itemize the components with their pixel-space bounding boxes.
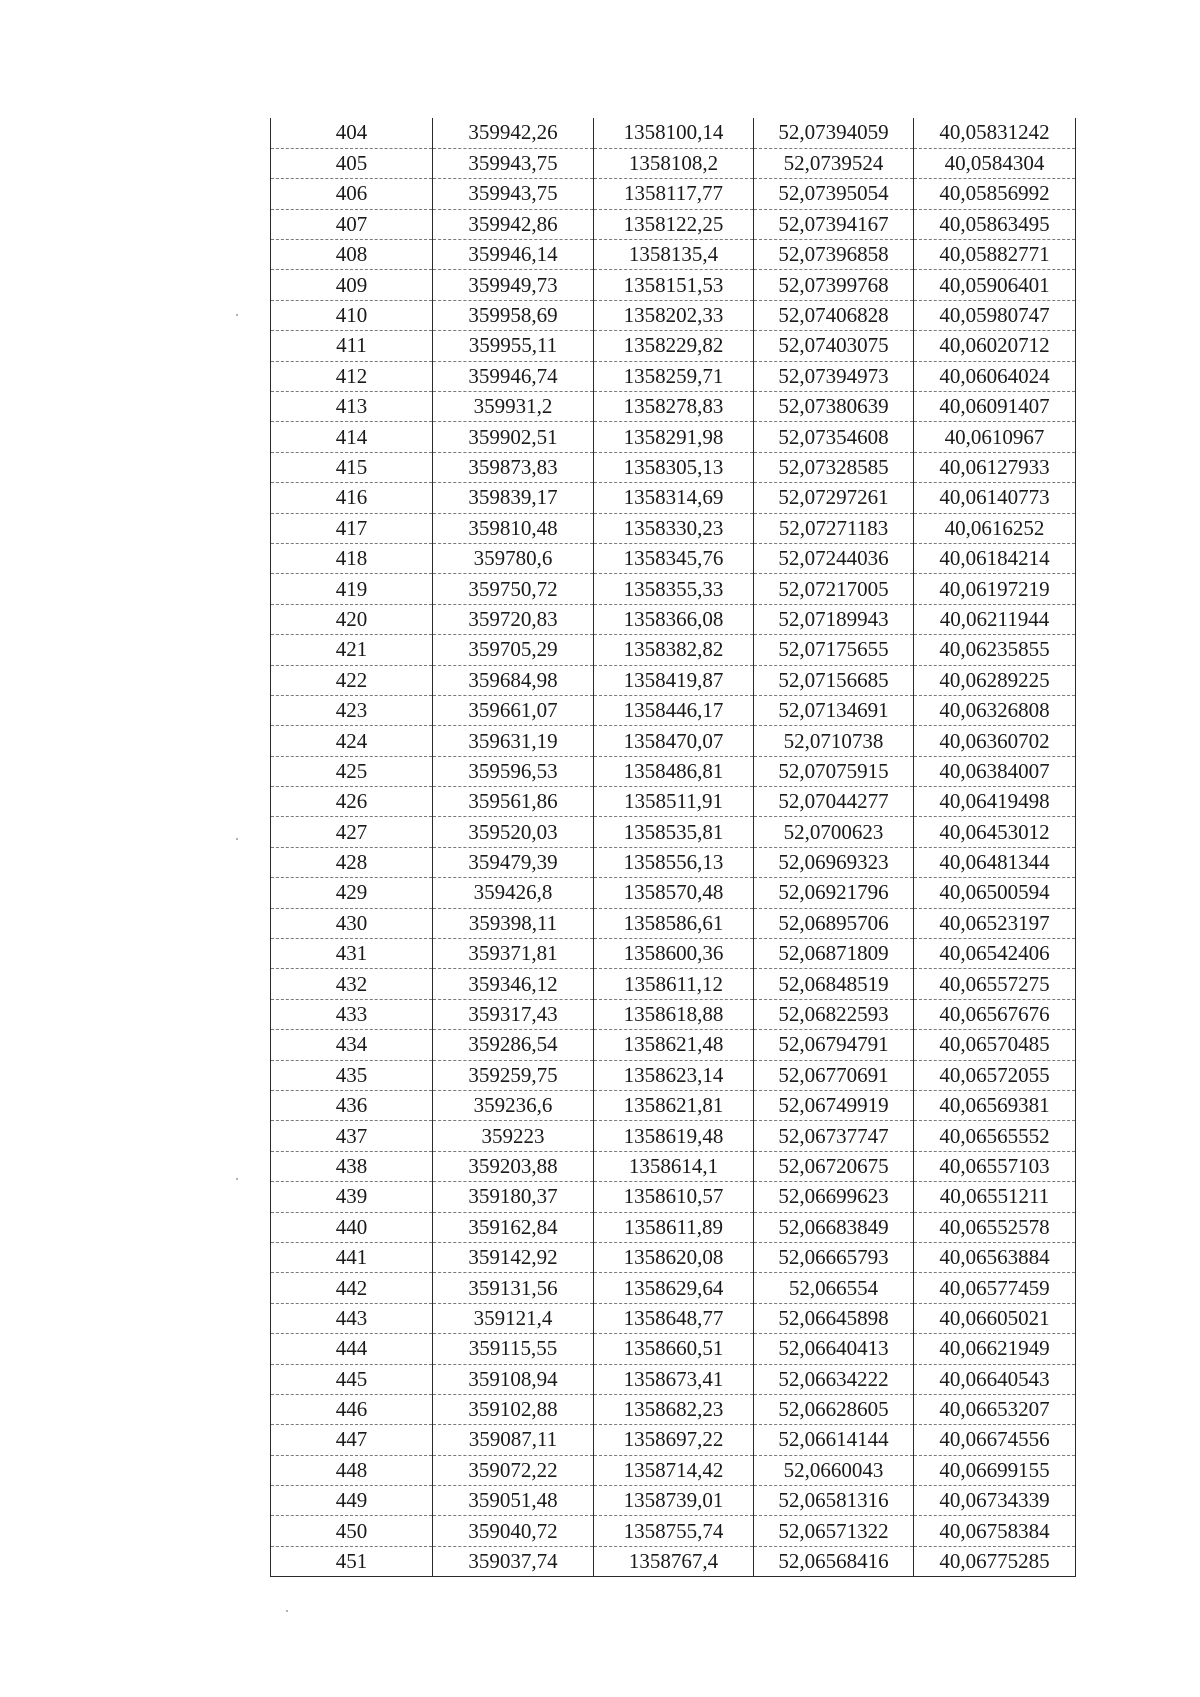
table-row <box>271 635 1076 665</box>
y-coordinate-cell: 1358610,57 <box>594 1182 754 1212</box>
longitude-cell: 40,06570485 <box>914 1030 1076 1060</box>
x-coordinate-cell: 359087,11 <box>433 1425 594 1455</box>
table-row <box>271 118 1076 148</box>
point-number-cell: 451 <box>271 1546 433 1576</box>
point-number-cell: 432 <box>271 969 433 999</box>
point-number-cell: 427 <box>271 817 433 847</box>
latitude-cell: 52,06581316 <box>754 1486 914 1516</box>
latitude-cell: 52,066554 <box>754 1273 914 1303</box>
x-coordinate-cell: 359051,48 <box>433 1486 594 1516</box>
longitude-cell: 40,06621949 <box>914 1334 1076 1364</box>
x-coordinate-cell: 359561,86 <box>433 787 594 817</box>
point-number-cell: 435 <box>271 1060 433 1090</box>
point-number-cell: 450 <box>271 1516 433 1546</box>
y-coordinate-cell: 1358556,13 <box>594 847 754 877</box>
x-coordinate-cell: 359037,74 <box>433 1546 594 1576</box>
y-coordinate-cell: 1358446,17 <box>594 695 754 725</box>
latitude-cell: 52,07217005 <box>754 574 914 604</box>
table-row <box>271 1273 1076 1303</box>
point-number-cell: 411 <box>271 331 433 361</box>
point-number-cell: 418 <box>271 543 433 573</box>
table-row <box>271 969 1076 999</box>
x-coordinate-cell: 359426,8 <box>433 878 594 908</box>
longitude-cell: 40,06565552 <box>914 1121 1076 1151</box>
point-number-cell: 446 <box>271 1394 433 1424</box>
table-row <box>271 1212 1076 1242</box>
longitude-cell: 40,0616252 <box>914 513 1076 543</box>
longitude-cell: 40,06127933 <box>914 452 1076 482</box>
latitude-cell: 52,06848519 <box>754 969 914 999</box>
point-number-cell: 448 <box>271 1455 433 1485</box>
point-number-cell: 426 <box>271 787 433 817</box>
longitude-cell: 40,06542406 <box>914 939 1076 969</box>
longitude-cell: 40,06563884 <box>914 1242 1076 1272</box>
latitude-cell: 52,06645898 <box>754 1303 914 1333</box>
x-coordinate-cell: 359946,74 <box>433 361 594 391</box>
longitude-cell: 40,06567676 <box>914 999 1076 1029</box>
x-coordinate-cell: 359631,19 <box>433 726 594 756</box>
longitude-cell: 40,06699155 <box>914 1455 1076 1485</box>
table-row <box>271 179 1076 209</box>
longitude-cell: 40,06557103 <box>914 1151 1076 1181</box>
table-row <box>271 604 1076 634</box>
point-number-cell: 409 <box>271 270 433 300</box>
longitude-cell: 40,06640543 <box>914 1364 1076 1394</box>
latitude-cell: 52,07134691 <box>754 695 914 725</box>
longitude-cell: 40,06577459 <box>914 1273 1076 1303</box>
longitude-cell: 40,06384007 <box>914 756 1076 786</box>
y-coordinate-cell: 1358600,36 <box>594 939 754 969</box>
x-coordinate-cell: 359520,03 <box>433 817 594 847</box>
y-coordinate-cell: 1358511,91 <box>594 787 754 817</box>
longitude-cell: 40,06775285 <box>914 1546 1076 1576</box>
latitude-cell: 52,07394973 <box>754 361 914 391</box>
x-coordinate-cell: 359661,07 <box>433 695 594 725</box>
point-number-cell: 438 <box>271 1151 433 1181</box>
y-coordinate-cell: 1358535,81 <box>594 817 754 847</box>
point-number-cell: 421 <box>271 635 433 665</box>
point-number-cell: 437 <box>271 1121 433 1151</box>
y-coordinate-cell: 1358623,14 <box>594 1060 754 1090</box>
table-row <box>271 878 1076 908</box>
longitude-cell: 40,06674556 <box>914 1425 1076 1455</box>
longitude-cell: 40,06523197 <box>914 908 1076 938</box>
point-number-cell: 414 <box>271 422 433 452</box>
y-coordinate-cell: 1358382,82 <box>594 635 754 665</box>
point-number-cell: 444 <box>271 1334 433 1364</box>
table-row <box>271 1060 1076 1090</box>
table-row <box>271 300 1076 330</box>
latitude-cell: 52,06614144 <box>754 1425 914 1455</box>
point-number-cell: 406 <box>271 179 433 209</box>
y-coordinate-cell: 1358697,22 <box>594 1425 754 1455</box>
x-coordinate-cell: 359705,29 <box>433 635 594 665</box>
y-coordinate-cell: 1358614,1 <box>594 1151 754 1181</box>
table-row <box>271 1242 1076 1272</box>
table-row <box>271 1091 1076 1121</box>
latitude-cell: 52,06895706 <box>754 908 914 938</box>
point-number-cell: 419 <box>271 574 433 604</box>
x-coordinate-cell: 359259,75 <box>433 1060 594 1090</box>
latitude-cell: 52,07399768 <box>754 270 914 300</box>
table-row <box>271 1151 1076 1181</box>
x-coordinate-cell: 359873,83 <box>433 452 594 482</box>
latitude-cell: 52,07271183 <box>754 513 914 543</box>
point-number-cell: 417 <box>271 513 433 543</box>
table-row <box>271 331 1076 361</box>
longitude-cell: 40,06572055 <box>914 1060 1076 1090</box>
y-coordinate-cell: 1358419,87 <box>594 665 754 695</box>
y-coordinate-cell: 1358305,13 <box>594 452 754 482</box>
y-coordinate-cell: 1358629,64 <box>594 1273 754 1303</box>
latitude-cell: 52,06770691 <box>754 1060 914 1090</box>
y-coordinate-cell: 1358151,53 <box>594 270 754 300</box>
table-row <box>271 695 1076 725</box>
y-coordinate-cell: 1358682,23 <box>594 1394 754 1424</box>
longitude-cell: 40,06235855 <box>914 635 1076 665</box>
longitude-cell: 40,06500594 <box>914 878 1076 908</box>
x-coordinate-cell: 359942,86 <box>433 209 594 239</box>
latitude-cell: 52,06699623 <box>754 1182 914 1212</box>
table-row <box>271 452 1076 482</box>
coordinates-table-body <box>271 118 1076 1577</box>
point-number-cell: 449 <box>271 1486 433 1516</box>
table-row <box>271 817 1076 847</box>
y-coordinate-cell: 1358345,76 <box>594 543 754 573</box>
x-coordinate-cell: 359839,17 <box>433 483 594 513</box>
y-coordinate-cell: 1358714,42 <box>594 1455 754 1485</box>
x-coordinate-cell: 359958,69 <box>433 300 594 330</box>
longitude-cell: 40,06653207 <box>914 1394 1076 1424</box>
longitude-cell: 40,06605021 <box>914 1303 1076 1333</box>
y-coordinate-cell: 1358620,08 <box>594 1242 754 1272</box>
longitude-cell: 40,06184214 <box>914 543 1076 573</box>
point-number-cell: 443 <box>271 1303 433 1333</box>
x-coordinate-cell: 359943,75 <box>433 148 594 178</box>
table-row <box>271 270 1076 300</box>
latitude-cell: 52,07406828 <box>754 300 914 330</box>
y-coordinate-cell: 1358767,4 <box>594 1546 754 1576</box>
x-coordinate-cell: 359115,55 <box>433 1334 594 1364</box>
point-number-cell: 436 <box>271 1091 433 1121</box>
longitude-cell: 40,06091407 <box>914 392 1076 422</box>
latitude-cell: 52,06634222 <box>754 1364 914 1394</box>
longitude-cell: 40,06569381 <box>914 1091 1076 1121</box>
x-coordinate-cell: 359286,54 <box>433 1030 594 1060</box>
point-number-cell: 429 <box>271 878 433 908</box>
scan-speck <box>236 314 238 316</box>
y-coordinate-cell: 1358122,25 <box>594 209 754 239</box>
x-coordinate-cell: 359040,72 <box>433 1516 594 1546</box>
table-row <box>271 1425 1076 1455</box>
scan-speck <box>236 838 238 840</box>
x-coordinate-cell: 359946,14 <box>433 240 594 270</box>
point-number-cell: 423 <box>271 695 433 725</box>
point-number-cell: 442 <box>271 1273 433 1303</box>
latitude-cell: 52,07175655 <box>754 635 914 665</box>
point-number-cell: 413 <box>271 392 433 422</box>
y-coordinate-cell: 1358619,48 <box>594 1121 754 1151</box>
x-coordinate-cell: 359780,6 <box>433 543 594 573</box>
longitude-cell: 40,06557275 <box>914 969 1076 999</box>
longitude-cell: 40,05831242 <box>914 118 1076 148</box>
y-coordinate-cell: 1358135,4 <box>594 240 754 270</box>
latitude-cell: 52,06794791 <box>754 1030 914 1060</box>
table-row <box>271 999 1076 1029</box>
latitude-cell: 52,0700623 <box>754 817 914 847</box>
point-number-cell: 434 <box>271 1030 433 1060</box>
longitude-cell: 40,06419498 <box>914 787 1076 817</box>
latitude-cell: 52,06822593 <box>754 999 914 1029</box>
point-number-cell: 420 <box>271 604 433 634</box>
point-number-cell: 425 <box>271 756 433 786</box>
point-number-cell: 408 <box>271 240 433 270</box>
x-coordinate-cell: 359346,12 <box>433 969 594 999</box>
latitude-cell: 52,07328585 <box>754 452 914 482</box>
latitude-cell: 52,06921796 <box>754 878 914 908</box>
longitude-cell: 40,05882771 <box>914 240 1076 270</box>
x-coordinate-cell: 359931,2 <box>433 392 594 422</box>
point-number-cell: 412 <box>271 361 433 391</box>
longitude-cell: 40,06064024 <box>914 361 1076 391</box>
latitude-cell: 52,06568416 <box>754 1546 914 1576</box>
y-coordinate-cell: 1358366,08 <box>594 604 754 634</box>
x-coordinate-cell: 359121,4 <box>433 1303 594 1333</box>
point-number-cell: 433 <box>271 999 433 1029</box>
x-coordinate-cell: 359955,11 <box>433 331 594 361</box>
point-number-cell: 410 <box>271 300 433 330</box>
latitude-cell: 52,0739524 <box>754 148 914 178</box>
point-number-cell: 441 <box>271 1242 433 1272</box>
table-row <box>271 543 1076 573</box>
point-number-cell: 439 <box>271 1182 433 1212</box>
y-coordinate-cell: 1358117,77 <box>594 179 754 209</box>
longitude-cell: 40,06360702 <box>914 726 1076 756</box>
x-coordinate-cell: 359371,81 <box>433 939 594 969</box>
longitude-cell: 40,06453012 <box>914 817 1076 847</box>
y-coordinate-cell: 1358739,01 <box>594 1486 754 1516</box>
longitude-cell: 40,0610967 <box>914 422 1076 452</box>
longitude-cell: 40,06481344 <box>914 847 1076 877</box>
y-coordinate-cell: 1358229,82 <box>594 331 754 361</box>
table-row <box>271 908 1076 938</box>
table-row <box>271 1486 1076 1516</box>
x-coordinate-cell: 359684,98 <box>433 665 594 695</box>
y-coordinate-cell: 1358278,83 <box>594 392 754 422</box>
latitude-cell: 52,06871809 <box>754 939 914 969</box>
x-coordinate-cell: 359479,39 <box>433 847 594 877</box>
y-coordinate-cell: 1358618,88 <box>594 999 754 1029</box>
y-coordinate-cell: 1358355,33 <box>594 574 754 604</box>
longitude-cell: 40,06197219 <box>914 574 1076 604</box>
coordinates-table <box>270 118 1076 1577</box>
y-coordinate-cell: 1358673,41 <box>594 1364 754 1394</box>
y-coordinate-cell: 1358586,61 <box>594 908 754 938</box>
latitude-cell: 52,07380639 <box>754 392 914 422</box>
longitude-cell: 40,0584304 <box>914 148 1076 178</box>
y-coordinate-cell: 1358314,69 <box>594 483 754 513</box>
y-coordinate-cell: 1358100,14 <box>594 118 754 148</box>
x-coordinate-cell: 359810,48 <box>433 513 594 543</box>
x-coordinate-cell: 359596,53 <box>433 756 594 786</box>
x-coordinate-cell: 359236,6 <box>433 1091 594 1121</box>
point-number-cell: 424 <box>271 726 433 756</box>
y-coordinate-cell: 1358648,77 <box>594 1303 754 1333</box>
longitude-cell: 40,05906401 <box>914 270 1076 300</box>
longitude-cell: 40,06552578 <box>914 1212 1076 1242</box>
table-row <box>271 1030 1076 1060</box>
table-row <box>271 1455 1076 1485</box>
y-coordinate-cell: 1358621,81 <box>594 1091 754 1121</box>
latitude-cell: 52,06969323 <box>754 847 914 877</box>
point-number-cell: 445 <box>271 1364 433 1394</box>
table-row <box>271 574 1076 604</box>
latitude-cell: 52,07403075 <box>754 331 914 361</box>
latitude-cell: 52,0710738 <box>754 726 914 756</box>
longitude-cell: 40,06758384 <box>914 1516 1076 1546</box>
y-coordinate-cell: 1358570,48 <box>594 878 754 908</box>
longitude-cell: 40,05980747 <box>914 300 1076 330</box>
point-number-cell: 416 <box>271 483 433 513</box>
y-coordinate-cell: 1358611,12 <box>594 969 754 999</box>
table-row <box>271 756 1076 786</box>
table-row <box>271 392 1076 422</box>
point-number-cell: 407 <box>271 209 433 239</box>
x-coordinate-cell: 359398,11 <box>433 908 594 938</box>
latitude-cell: 52,07044277 <box>754 787 914 817</box>
point-number-cell: 422 <box>271 665 433 695</box>
table-row <box>271 422 1076 452</box>
longitude-cell: 40,06211944 <box>914 604 1076 634</box>
latitude-cell: 52,06737747 <box>754 1121 914 1151</box>
x-coordinate-cell: 359902,51 <box>433 422 594 452</box>
point-number-cell: 415 <box>271 452 433 482</box>
latitude-cell: 52,06749919 <box>754 1091 914 1121</box>
table-row <box>271 787 1076 817</box>
point-number-cell: 447 <box>271 1425 433 1455</box>
latitude-cell: 52,06665793 <box>754 1242 914 1272</box>
y-coordinate-cell: 1358259,71 <box>594 361 754 391</box>
x-coordinate-cell: 359942,26 <box>433 118 594 148</box>
y-coordinate-cell: 1358108,2 <box>594 148 754 178</box>
latitude-cell: 52,06683849 <box>754 1212 914 1242</box>
latitude-cell: 52,07297261 <box>754 483 914 513</box>
latitude-cell: 52,07244036 <box>754 543 914 573</box>
y-coordinate-cell: 1358330,23 <box>594 513 754 543</box>
y-coordinate-cell: 1358202,33 <box>594 300 754 330</box>
y-coordinate-cell: 1358621,48 <box>594 1030 754 1060</box>
x-coordinate-cell: 359949,73 <box>433 270 594 300</box>
y-coordinate-cell: 1358486,81 <box>594 756 754 786</box>
table-row <box>271 939 1076 969</box>
latitude-cell: 52,07354608 <box>754 422 914 452</box>
latitude-cell: 52,07394059 <box>754 118 914 148</box>
x-coordinate-cell: 359102,88 <box>433 1394 594 1424</box>
latitude-cell: 52,07395054 <box>754 179 914 209</box>
y-coordinate-cell: 1358755,74 <box>594 1516 754 1546</box>
point-number-cell: 428 <box>271 847 433 877</box>
scan-speck <box>236 1178 238 1180</box>
table-row <box>271 726 1076 756</box>
latitude-cell: 52,07394167 <box>754 209 914 239</box>
table-row <box>271 209 1076 239</box>
table-row <box>271 240 1076 270</box>
longitude-cell: 40,06734339 <box>914 1486 1076 1516</box>
latitude-cell: 52,07075915 <box>754 756 914 786</box>
table-row <box>271 483 1076 513</box>
table-row <box>271 1334 1076 1364</box>
latitude-cell: 52,06640413 <box>754 1334 914 1364</box>
y-coordinate-cell: 1358470,07 <box>594 726 754 756</box>
latitude-cell: 52,07189943 <box>754 604 914 634</box>
latitude-cell: 52,06571322 <box>754 1516 914 1546</box>
x-coordinate-cell: 359317,43 <box>433 999 594 1029</box>
y-coordinate-cell: 1358291,98 <box>594 422 754 452</box>
table-row <box>271 1182 1076 1212</box>
longitude-cell: 40,06289225 <box>914 665 1076 695</box>
x-coordinate-cell: 359203,88 <box>433 1151 594 1181</box>
x-coordinate-cell: 359223 <box>433 1121 594 1151</box>
table-row <box>271 1394 1076 1424</box>
x-coordinate-cell: 359750,72 <box>433 574 594 604</box>
latitude-cell: 52,06628605 <box>754 1394 914 1424</box>
x-coordinate-cell: 359131,56 <box>433 1273 594 1303</box>
table-row <box>271 1121 1076 1151</box>
x-coordinate-cell: 359180,37 <box>433 1182 594 1212</box>
latitude-cell: 52,06720675 <box>754 1151 914 1181</box>
table-row <box>271 1516 1076 1546</box>
x-coordinate-cell: 359720,83 <box>433 604 594 634</box>
x-coordinate-cell: 359162,84 <box>433 1212 594 1242</box>
scan-speck <box>286 1610 288 1612</box>
longitude-cell: 40,05856992 <box>914 179 1076 209</box>
table-row <box>271 665 1076 695</box>
latitude-cell: 52,0660043 <box>754 1455 914 1485</box>
longitude-cell: 40,06140773 <box>914 483 1076 513</box>
table-row <box>271 847 1076 877</box>
longitude-cell: 40,06551211 <box>914 1182 1076 1212</box>
point-number-cell: 440 <box>271 1212 433 1242</box>
table-row <box>271 1364 1076 1394</box>
y-coordinate-cell: 1358660,51 <box>594 1334 754 1364</box>
y-coordinate-cell: 1358611,89 <box>594 1212 754 1242</box>
latitude-cell: 52,07156685 <box>754 665 914 695</box>
x-coordinate-cell: 359072,22 <box>433 1455 594 1485</box>
latitude-cell: 52,07396858 <box>754 240 914 270</box>
x-coordinate-cell: 359943,75 <box>433 179 594 209</box>
x-coordinate-cell: 359142,92 <box>433 1242 594 1272</box>
point-number-cell: 404 <box>271 118 433 148</box>
longitude-cell: 40,06326808 <box>914 695 1076 725</box>
table-row <box>271 513 1076 543</box>
table-row <box>271 1546 1076 1576</box>
longitude-cell: 40,05863495 <box>914 209 1076 239</box>
table-row <box>271 1303 1076 1333</box>
point-number-cell: 405 <box>271 148 433 178</box>
table-row <box>271 361 1076 391</box>
point-number-cell: 431 <box>271 939 433 969</box>
point-number-cell: 430 <box>271 908 433 938</box>
x-coordinate-cell: 359108,94 <box>433 1364 594 1394</box>
table-row <box>271 148 1076 178</box>
longitude-cell: 40,06020712 <box>914 331 1076 361</box>
